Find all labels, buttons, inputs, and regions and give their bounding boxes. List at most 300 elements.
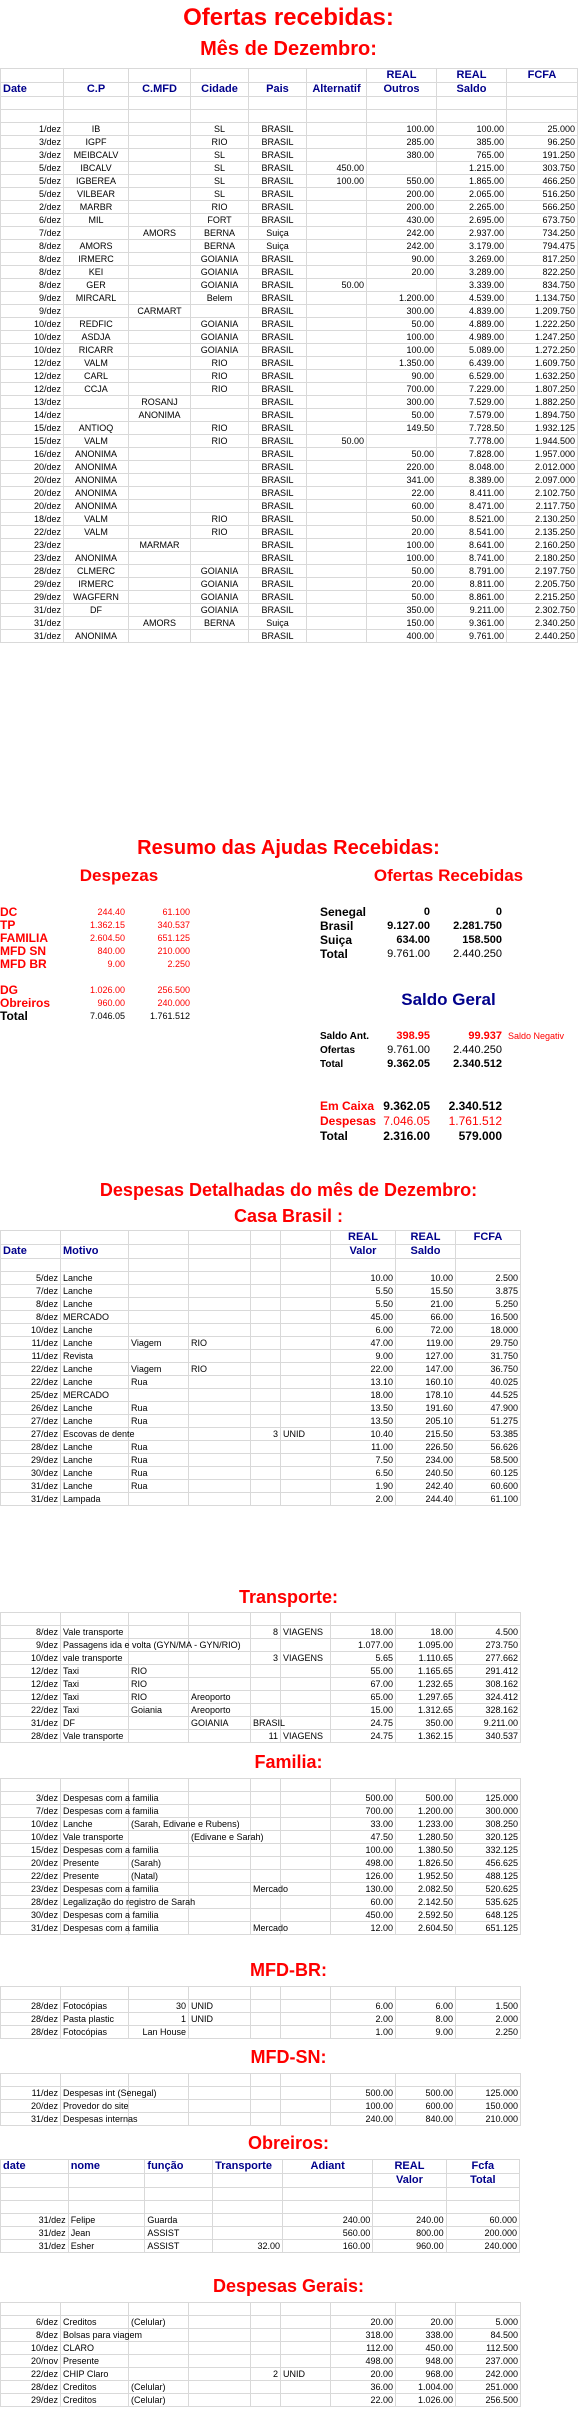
table-cell: ANONIMA	[64, 487, 129, 500]
table-cell	[307, 123, 367, 136]
table-cell: 10.40	[331, 1428, 396, 1441]
table-cell	[189, 1896, 251, 1909]
table-cell: 9.761.00	[437, 630, 507, 643]
table-cell	[191, 409, 249, 422]
empty-cell	[251, 2303, 281, 2316]
table-cell: 15/dez	[1, 422, 64, 435]
table-cell: GOIANIA	[191, 266, 249, 279]
table-cell: Rua	[129, 1467, 189, 1480]
table-cell: 1.312.65	[396, 1704, 456, 1717]
column-header: Saldo	[437, 83, 507, 97]
empty-row	[1, 1987, 521, 2000]
table-cell: VIAGENS	[281, 1730, 331, 1743]
table-cell	[281, 1818, 331, 1831]
table-cell	[281, 1691, 331, 1704]
table-cell: 9.00	[396, 2026, 456, 2039]
column-header: Adiant	[283, 2160, 373, 2174]
table-cell: 60.00	[331, 1896, 396, 1909]
column-header	[129, 69, 191, 83]
table-cell: BERNA	[191, 617, 249, 630]
table-cell: Despesas com a familia	[61, 1922, 129, 1935]
column-header: função	[145, 2160, 213, 2174]
empty-cell	[213, 2188, 283, 2201]
table-cell: 2.592.50	[396, 1909, 456, 1922]
column-header: Outros	[367, 83, 437, 97]
table-cell: BRASIL	[249, 591, 307, 604]
table-cell: 8.048.00	[437, 461, 507, 474]
table-row	[1, 175, 578, 188]
table-cell: Lanche	[61, 1298, 129, 1311]
table-cell	[251, 1415, 281, 1428]
table-cell: 10/dez	[1, 1652, 61, 1665]
empty-cell	[129, 1259, 189, 1272]
table-cell: 149.50	[367, 422, 437, 435]
table-cell: 11/dez	[1, 1350, 61, 1363]
header-row	[1, 1231, 521, 1245]
table-row	[1, 331, 578, 344]
table-row	[1, 1376, 521, 1389]
table-cell	[281, 1717, 331, 1730]
table-cell	[129, 292, 191, 305]
table-cell: 240.00	[283, 2214, 373, 2227]
table-cell	[307, 487, 367, 500]
table-cell	[281, 1704, 331, 1717]
table-cell: 7.529.00	[437, 396, 507, 409]
table-cell	[189, 1844, 251, 1857]
table-cell: 5.089.00	[437, 344, 507, 357]
table-cell	[281, 1831, 331, 1844]
table-row	[1, 1883, 521, 1896]
table-cell: 242.40	[396, 1480, 456, 1493]
table-cell: 50.00	[367, 318, 437, 331]
table-cell: KEI	[64, 266, 129, 279]
column-header	[251, 1231, 281, 1245]
transporte-table	[0, 1612, 521, 1743]
column-header	[129, 1231, 189, 1245]
empty-cell	[61, 1259, 129, 1272]
table-cell: 100.00	[331, 1844, 396, 1857]
table-cell: GOIANIA	[191, 253, 249, 266]
table-row	[1, 552, 578, 565]
table-cell	[129, 435, 191, 448]
table-cell	[251, 1467, 281, 1480]
table-cell: 2	[251, 2368, 281, 2381]
table-cell: 1.165.65	[396, 1665, 456, 1678]
table-row	[1, 1805, 521, 1818]
table-cell	[189, 2394, 251, 2407]
table-cell	[307, 370, 367, 383]
table-cell	[307, 253, 367, 266]
table-cell: 32.00	[213, 2240, 283, 2253]
table-cell	[129, 1298, 189, 1311]
table-cell	[189, 1909, 251, 1922]
table-cell: 600.00	[396, 2100, 456, 2113]
table-cell: 50.00	[367, 448, 437, 461]
table-cell	[281, 2381, 331, 2394]
table-cell	[189, 2113, 251, 2126]
table-row	[1, 2316, 521, 2329]
table-cell: Lanche	[61, 1480, 129, 1493]
table-cell: 8.861.00	[437, 591, 507, 604]
detail-title: Despesas Detalhadas do mês de Dezembro:	[99, 1180, 478, 1200]
summary-label: Em Caixa	[320, 1099, 375, 1113]
table-cell: 242.00	[367, 227, 437, 240]
table-cell	[307, 136, 367, 149]
column-header	[307, 69, 367, 83]
table-cell	[281, 1493, 331, 1506]
column-header	[129, 1245, 189, 1259]
table-cell: BRASIL	[249, 396, 307, 409]
table-cell: 60.000	[446, 2214, 519, 2227]
table-row	[1, 1691, 521, 1704]
summary-value: 240.000	[157, 998, 190, 1008]
table-cell: IGPF	[64, 136, 129, 149]
table-cell	[129, 149, 191, 162]
empty-cell	[456, 2303, 521, 2316]
table-cell: 7.50	[331, 1454, 396, 1467]
table-row	[1, 1454, 521, 1467]
table-cell: 12/dez	[1, 383, 64, 396]
table-cell: 498.00	[331, 1857, 396, 1870]
table-cell: CARL	[64, 370, 129, 383]
table-cell	[129, 383, 191, 396]
empty-cell	[281, 2303, 331, 2316]
table-cell: 29/dez	[1, 578, 64, 591]
table-cell: 2.135.250	[507, 526, 578, 539]
table-row	[1, 383, 578, 396]
column-header	[189, 1231, 251, 1245]
table-cell	[281, 2100, 331, 2113]
table-cell	[251, 2342, 281, 2355]
table-row	[1, 2394, 521, 2407]
table-cell: BRASIL	[249, 409, 307, 422]
table-cell	[129, 1311, 189, 1324]
table-cell	[281, 2113, 331, 2126]
table-cell: Lanche	[61, 1818, 129, 1831]
table-cell: 10/dez	[1, 1831, 61, 1844]
table-cell	[189, 2316, 251, 2329]
table-cell: GOIANIA	[191, 565, 249, 578]
column-header: Motivo	[61, 1245, 129, 1259]
table-row	[1, 227, 578, 240]
table-cell	[251, 1376, 281, 1389]
table-cell: UNID	[281, 1428, 331, 1441]
table-cell: 2.604.50	[396, 1922, 456, 1935]
table-cell: 516.250	[507, 188, 578, 201]
table-cell: 23/dez	[1, 539, 64, 552]
table-cell	[251, 1480, 281, 1493]
table-cell: 1.944.500	[507, 435, 578, 448]
table-cell: GER	[64, 279, 129, 292]
empty-cell	[213, 2201, 283, 2214]
column-header: Valor	[373, 2174, 446, 2188]
empty-cell	[281, 1987, 331, 2000]
table-cell	[189, 1350, 251, 1363]
table-cell: 16.500	[456, 1311, 521, 1324]
table-cell: 1.500	[456, 2000, 521, 2013]
table-cell	[281, 1389, 331, 1402]
table-cell: BRASIL	[249, 474, 307, 487]
table-cell: 1.272.250	[507, 344, 578, 357]
table-cell	[129, 591, 191, 604]
table-cell	[251, 1298, 281, 1311]
table-row	[1, 240, 578, 253]
empty-cell	[251, 1987, 281, 2000]
table-cell	[129, 1717, 189, 1730]
table-cell: 10/dez	[1, 2342, 61, 2355]
table-cell	[281, 2000, 331, 2013]
empty-row	[1, 110, 578, 123]
table-cell: ANONIMA	[64, 474, 129, 487]
table-cell: 33.00	[331, 1818, 396, 1831]
table-cell: 2.265.00	[437, 201, 507, 214]
table-cell	[307, 448, 367, 461]
table-cell: 960.00	[373, 2240, 446, 2253]
table-cell: Passagens ida e volta (GYN/MA - GYN/RIO)	[61, 1639, 129, 1652]
table-cell: 20/dez	[1, 500, 64, 513]
summary-label: MFD SN	[0, 944, 46, 958]
table-cell	[307, 513, 367, 526]
table-cell: Despesas com a familia	[61, 1792, 129, 1805]
table-cell: Creditos	[61, 2381, 129, 2394]
table-cell: 67.00	[331, 1678, 396, 1691]
table-cell: 1.280.50	[396, 1831, 456, 1844]
table-cell: 385.00	[437, 136, 507, 149]
table-cell: 2.500	[456, 1272, 521, 1285]
summary-value: 7.046.05	[89, 1011, 125, 1021]
table-cell: BRASIL	[249, 149, 307, 162]
table-row	[1, 214, 578, 227]
table-cell	[129, 448, 191, 461]
table-cell: 11/dez	[1, 2087, 61, 2100]
table-cell: 12/dez	[1, 1678, 61, 1691]
table-cell	[251, 1805, 281, 1818]
table-cell: 6/dez	[1, 214, 64, 227]
table-cell	[307, 318, 367, 331]
table-cell	[281, 2329, 331, 2342]
table-cell	[307, 409, 367, 422]
table-cell: Presente	[61, 2355, 129, 2368]
column-header	[1, 2174, 69, 2188]
table-cell: 4.539.00	[437, 292, 507, 305]
summary-value: 9.761.00	[387, 948, 430, 960]
table-cell	[281, 1363, 331, 1376]
table-cell: 12/dez	[1, 1691, 61, 1704]
table-cell: FORT	[191, 214, 249, 227]
table-cell: 256.500	[456, 2394, 521, 2407]
table-row	[1, 1831, 521, 1844]
summary-value: 2.316.00	[383, 1129, 430, 1143]
table-cell: 90.00	[367, 253, 437, 266]
empty-cell	[251, 1779, 281, 1792]
table-cell: 2.302.750	[507, 604, 578, 617]
empty-cell	[373, 2188, 446, 2201]
table-row	[1, 162, 578, 175]
table-cell	[307, 552, 367, 565]
table-cell: 2.082.50	[396, 1883, 456, 1896]
empty-cell	[396, 1613, 456, 1626]
summary-value: 9.362.05	[383, 1099, 430, 1113]
table-cell: 5.50	[331, 1298, 396, 1311]
table-cell: 3.289.00	[437, 266, 507, 279]
empty-row	[1, 2188, 520, 2201]
table-cell: 1.90	[331, 1480, 396, 1493]
table-row	[1, 1389, 521, 1402]
table-cell: 10/dez	[1, 331, 64, 344]
table-cell: RIO	[191, 383, 249, 396]
table-cell: 1.222.250	[507, 318, 578, 331]
table-cell	[189, 1389, 251, 1402]
table-cell: VIAGENS	[281, 1652, 331, 1665]
table-cell: BRASIL	[249, 539, 307, 552]
table-cell: 456.625	[456, 1857, 521, 1870]
table-cell: BRASIL	[249, 552, 307, 565]
table-cell: 150.00	[367, 617, 437, 630]
table-cell: 18.00	[396, 1626, 456, 1639]
table-cell: BRASIL	[249, 162, 307, 175]
table-cell	[129, 344, 191, 357]
table-cell: RIO	[191, 422, 249, 435]
table-cell: MIRCARL	[64, 292, 129, 305]
table-row	[1, 2342, 521, 2355]
table-cell: 3	[251, 1652, 281, 1665]
table-cell: Escovas de dente	[61, 1428, 129, 1441]
table-cell: 50.00	[367, 513, 437, 526]
table-cell: 300.00	[367, 305, 437, 318]
empty-cell	[507, 97, 578, 110]
obreiros-table	[0, 2159, 520, 2253]
table-cell	[64, 396, 129, 409]
table-cell: 150.000	[456, 2100, 521, 2113]
table-cell: Lanche	[61, 1402, 129, 1415]
table-cell: 341.00	[367, 474, 437, 487]
mfd-br-table	[0, 1986, 521, 2039]
table-cell	[281, 1844, 331, 1857]
table-cell	[281, 1337, 331, 1350]
empty-cell	[189, 1613, 251, 1626]
table-row	[1, 487, 578, 500]
empty-cell	[61, 1779, 129, 1792]
table-cell: Viagem	[129, 1363, 189, 1376]
table-cell: 328.162	[456, 1704, 521, 1717]
empty-row	[1, 2201, 520, 2214]
table-cell: 2.000	[456, 2013, 521, 2026]
table-cell: RIO	[129, 1678, 189, 1691]
table-cell: 2.197.750	[507, 565, 578, 578]
table-cell	[307, 331, 367, 344]
table-cell	[307, 526, 367, 539]
table-cell: 4.989.00	[437, 331, 507, 344]
table-cell	[281, 2087, 331, 2100]
table-row	[1, 1844, 521, 1857]
table-cell: Esher	[68, 2240, 145, 2253]
table-cell: 50.00	[307, 279, 367, 292]
table-cell: 1.932.125	[507, 422, 578, 435]
table-cell	[189, 1678, 251, 1691]
table-cell: 58.500	[456, 1454, 521, 1467]
table-cell: 8.471.00	[437, 500, 507, 513]
table-cell: AMORS	[129, 227, 191, 240]
table-cell: 822.250	[507, 266, 578, 279]
table-cell: 673.750	[507, 214, 578, 227]
table-cell	[307, 422, 367, 435]
table-cell: 8.521.00	[437, 513, 507, 526]
table-row	[1, 1493, 521, 1506]
table-cell: Rua	[129, 1480, 189, 1493]
table-cell	[281, 1870, 331, 1883]
summary-label: TP	[0, 918, 16, 932]
table-cell: Pasta plastic	[61, 2013, 129, 2026]
table-cell	[191, 448, 249, 461]
table-row	[1, 1441, 521, 1454]
table-cell: 205.10	[396, 1415, 456, 1428]
table-cell: 500.00	[331, 1792, 396, 1805]
table-cell	[281, 1480, 331, 1493]
table-cell: 8.389.00	[437, 474, 507, 487]
table-cell	[251, 1639, 281, 1652]
table-cell: 6.439.00	[437, 357, 507, 370]
summary-label: Obreiros	[0, 996, 51, 1010]
table-cell: 20/dez	[1, 2100, 61, 2113]
table-cell: Lanche	[61, 1441, 129, 1454]
table-cell: 2.340.250	[507, 617, 578, 630]
table-cell: 240.50	[396, 1467, 456, 1480]
table-cell	[189, 1792, 251, 1805]
summary-label: Total	[320, 1129, 348, 1143]
table-cell: Rua	[129, 1454, 189, 1467]
table-cell: 31/dez	[1, 617, 64, 630]
empty-cell	[129, 1613, 189, 1626]
table-cell: 20.00	[367, 526, 437, 539]
empty-cell	[1, 2074, 61, 2087]
table-cell: 10/dez	[1, 1818, 61, 1831]
table-cell: 22.00	[331, 1363, 396, 1376]
table-cell	[129, 240, 191, 253]
empty-cell	[1, 1259, 61, 1272]
table-cell: ANONIMA	[64, 461, 129, 474]
table-cell: 2.205.750	[507, 578, 578, 591]
table-cell: 8	[251, 1626, 281, 1639]
table-cell: Suiça	[249, 617, 307, 630]
table-cell	[281, 1454, 331, 1467]
table-cell: 13/dez	[1, 396, 64, 409]
table-cell: 1.350.00	[367, 357, 437, 370]
column-header: Alternatif	[307, 83, 367, 97]
table-cell	[251, 1818, 281, 1831]
table-cell: 21.00	[396, 1298, 456, 1311]
table-cell	[129, 1428, 189, 1441]
table-cell: 45.00	[331, 1311, 396, 1324]
empty-cell	[396, 1259, 456, 1272]
table-row	[1, 2113, 521, 2126]
table-cell: 3.339.00	[437, 279, 507, 292]
table-cell: 220.00	[367, 461, 437, 474]
table-row	[1, 474, 578, 487]
empty-cell	[437, 97, 507, 110]
table-cell: BRASIL	[249, 266, 307, 279]
table-cell	[251, 1691, 281, 1704]
table-cell	[129, 2342, 189, 2355]
table-cell: Rua	[129, 1376, 189, 1389]
table-cell: 20/nov	[1, 2355, 61, 2368]
table-cell: MIL	[64, 214, 129, 227]
table-cell: 100.00	[331, 2100, 396, 2113]
saldo-geral-title: Saldo Geral	[401, 990, 496, 1009]
table-cell: Belem	[191, 292, 249, 305]
table-cell: 308.250	[456, 1818, 521, 1831]
table-cell: (Natal)	[129, 1870, 189, 1883]
summary-value: 0	[495, 906, 502, 918]
